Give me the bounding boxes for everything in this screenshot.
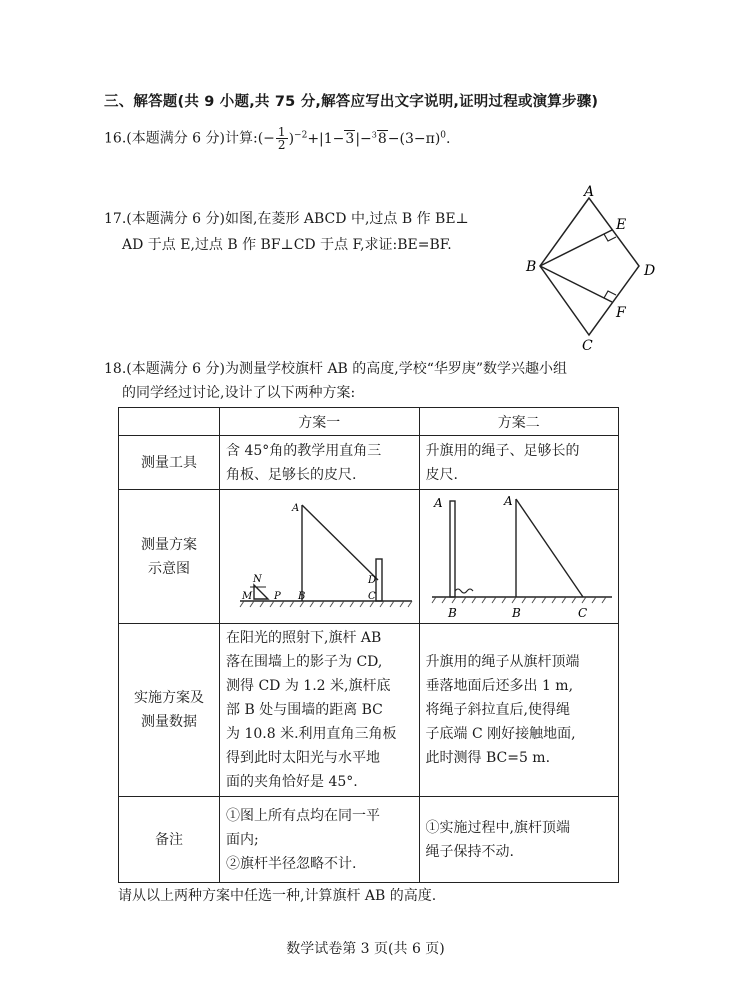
- page-footer: 数学试卷第 3 页(共 6 页): [286, 941, 445, 957]
- plan2-figure: [420, 491, 618, 623]
- label-d: D: [644, 263, 656, 279]
- question-18-prompt: 请从以上两种方案中任选一种,计算旗杆 AB 的高度.: [118, 888, 437, 904]
- plan2-header: 方案二: [419, 408, 619, 436]
- rope-ac: [516, 499, 583, 597]
- question-16: 16.(本题满分 6 分)计算:(− $\frac{1}{2}$ )$^{-2}+|1-3|-^38-(3-\pi)^0$.: [104, 125, 451, 153]
- row-label-diagram: 测量方案 示意图: [119, 490, 220, 624]
- fig2-label-b2: B: [511, 605, 521, 620]
- row-label-implementation: 实施方案及 测量数据: [119, 624, 220, 797]
- row-label-notes: 备注: [119, 797, 220, 883]
- fig1-label-b: B: [298, 590, 306, 602]
- q16-fraction: $\frac{1}{2}$: [277, 125, 286, 153]
- fig1-label-n: N: [253, 573, 262, 585]
- fig1-label-c: C: [368, 590, 376, 602]
- plan1-tools: 含 45°角的教学用直角三 角板、足够长的皮尺.: [220, 436, 420, 490]
- label-a: A: [584, 184, 595, 200]
- fig1-label-a: A: [292, 502, 300, 514]
- table-corner: [119, 408, 220, 436]
- plan1-diagram: [220, 490, 420, 624]
- rhombus-figure: [520, 180, 660, 352]
- fig2-label-c: C: [577, 605, 587, 620]
- sun-ray: [302, 505, 378, 580]
- label-e: E: [616, 217, 627, 233]
- plan1-notes: ①图上所有点均在同一平 面内; ②旗杆半径忽略不计.: [220, 797, 420, 883]
- flagpole-with-rope: [450, 501, 455, 597]
- plan2-notes: ①实施过程中,旗杆顶端 绳子保持不动.: [419, 797, 619, 883]
- question-17-line2: AD 于点 E,过点 B 作 BF⊥CD 于点 F,求证:BE=BF.: [122, 237, 452, 253]
- wall: [376, 559, 382, 601]
- plan1-header: 方案一: [220, 408, 420, 436]
- plan1-implementation: 在阳光的照射下,旗杆 AB 落在围墙上的影子为 CD, 测得 CD 为 1.2 米,旗杆底 部 B 处与围墙的距离 BC 为 10.8 米.利用直角三角板 得到此时太阳光与水平地 面的夹角恰好是 45°.: [220, 624, 420, 797]
- label-c: C: [582, 338, 593, 352]
- row-label-tools: 测量工具: [119, 436, 220, 490]
- segment-be: [540, 230, 612, 266]
- fig1-label-d: D: [368, 574, 377, 586]
- plan2-tools: 升旗用的绳子、足够长的 皮尺.: [419, 436, 619, 490]
- plan-table: [118, 407, 619, 883]
- plan2-diagram: [419, 490, 619, 624]
- plan1-figure: [220, 491, 418, 623]
- fig2-label-b1: B: [447, 605, 457, 620]
- question-17-line1: 17.(本题满分 6 分)如图,在菱形 ABCD 中,过点 B 作 BE⊥: [104, 211, 469, 227]
- q16-label: 16.(本题满分 6 分)计算:: [104, 130, 258, 147]
- right-angle-f: [604, 291, 616, 298]
- rope-coil: [455, 589, 473, 593]
- question-18-line2: 的同学经过讨论,设计了以下两种方案:: [122, 385, 356, 401]
- plan2-implementation: 升旗用的绳子从旗杆顶端 垂落地面后还多出 1 m, 将绳子斜拉直后,使得绳 子底端 C 刚好接触地面, 此时测得 BC=5 m.: [419, 624, 619, 797]
- right-angle-e: [604, 234, 616, 241]
- label-f: F: [616, 305, 626, 321]
- fig2-label-a1: A: [433, 495, 443, 510]
- fig2-label-a2: A: [503, 493, 513, 508]
- label-b: B: [526, 259, 537, 275]
- fig1-label-m: M: [242, 590, 253, 602]
- section-heading: 三、解答题(共 9 小题,共 75 分,解答应写出文字说明,证明过程或演算步骤): [104, 94, 599, 110]
- segment-bf: [540, 266, 612, 302]
- fig1-label-p: P: [274, 590, 281, 602]
- question-18-line1: 18.(本题满分 6 分)为测量学校旗杆 AB 的高度,学校“华罗庚”数学兴趣小组: [104, 361, 568, 377]
